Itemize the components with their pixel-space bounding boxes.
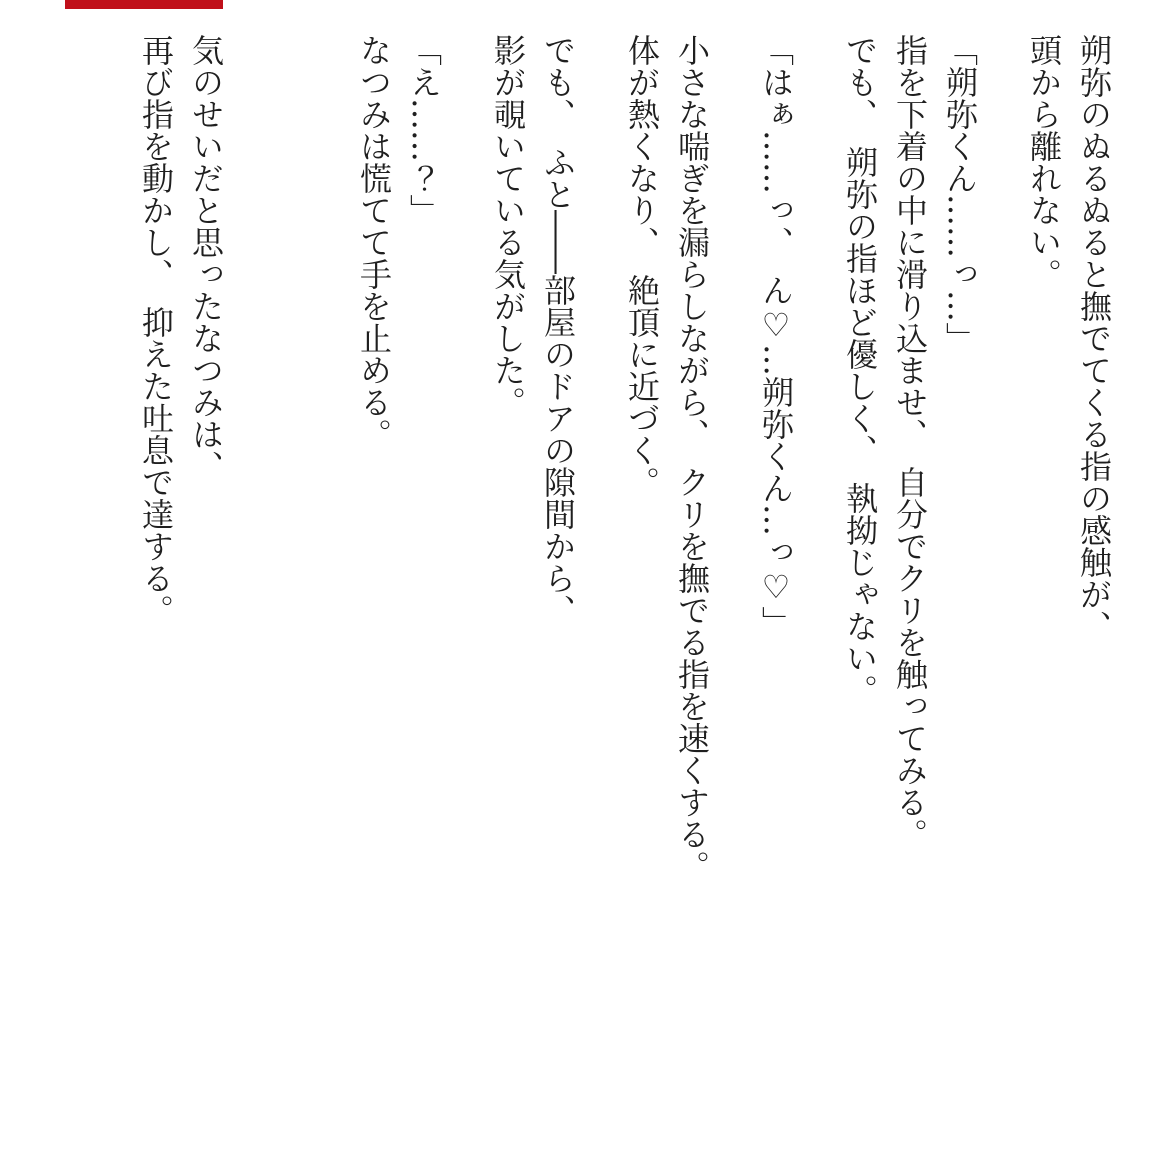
paragraph: 「朔弥くん……っ…」 指を下着の中に滑り込ませ、 自分でクリを触ってみる。 でも、 朔弥の指ほど優しく、 執拗じゃない。 xyxy=(841,34,979,850)
paragraph: 「え……？」 なつみは慌てて手を止める。 xyxy=(355,34,443,450)
paragraph: 小さな喘ぎを漏らしながら、 クリを撫でる指を速くする。 体が熱くなり、 絶頂に近づく。 xyxy=(623,34,711,882)
paragraph: 気のせいだと思ったなつみは、 再び指を動かし、 抑えた吐息で達する。 xyxy=(137,34,225,626)
blank-line xyxy=(265,34,315,1101)
paragraph: 朔弥のぬるぬると撫でてくる指の感触が、 頭から離れない。 xyxy=(1025,34,1113,642)
paragraph: 「はぁ……っ、 ん♡…朔弥くん…っ♡」 xyxy=(757,34,795,638)
paragraph: でも、 ふと――部屋のドアの隙間から、 影が覗いている気がした。 xyxy=(489,34,577,626)
